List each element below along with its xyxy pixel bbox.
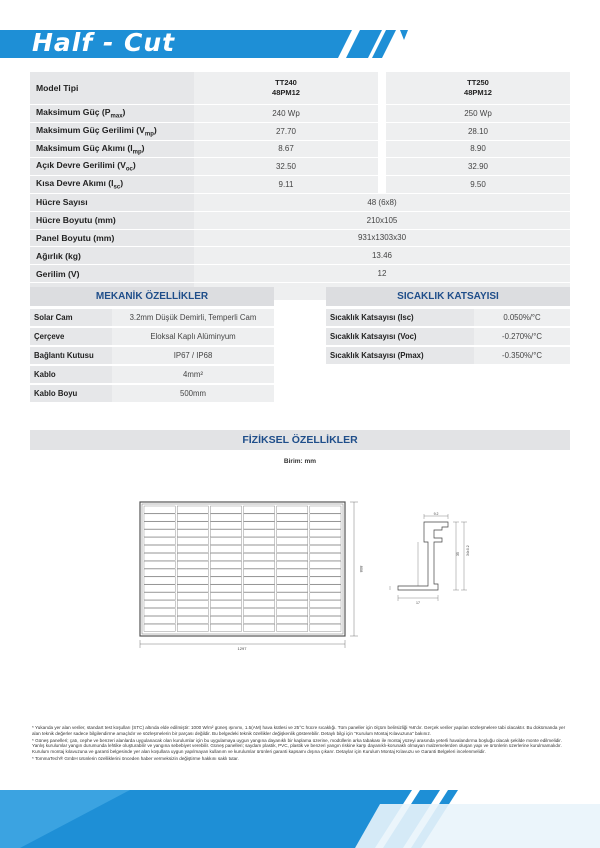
spec-row-label <box>30 176 194 193</box>
spec-label-text: Açık Devre Gerilimi <box>36 160 115 171</box>
panel-cell <box>210 585 241 592</box>
mechanical-label: Kablo <box>30 365 112 384</box>
spec-value: 13.46 <box>194 247 570 264</box>
panel-cell <box>177 585 208 592</box>
panel-cell <box>310 624 341 631</box>
panel-cell <box>144 553 175 560</box>
footnote: * Güneş panelleri; çatı, cephe ve benzeri alanlarda uygulanacak olan kurulumlar için bu uygulamaya uygun yangına dayanıklı bir kaplama üzerine, modüllerin arka tabakası ile montaj yüzeyi arasında yeterli havalandırma boşluğu olacak şekilde monte edilmelidir. Yanlış kurulumlar yangın durumunda lehtike oluşturabilir ve yangına sebebiyet verebilir. Güneş panelleri; saydam plastik, PVC, plastik ve benzeri yangın riskine karşı dayanıklı-korunaklı olmayan malzemelerden oluşan yapı ve ürünlerin üzerlerine kurulmamalıdır. Kurulum montaj kılavuzuna ve garanti belgesinde yer alan koşullara uygun yapılmayan kullanım ve kurulumlar ürünleri garanti kapsamı dışına çıkarır. Detaylar için Kurulum Montaj Kılavuzu ve Garanti Belgeleri incelenmelidir. <box>32 737 562 755</box>
panel-cell <box>210 553 241 560</box>
temperature-label: Sıcaklık Katsayısı (Isc) <box>326 309 474 327</box>
spec-row <box>30 105 570 122</box>
mechanical-value: 500mm <box>112 384 274 403</box>
panel-cell <box>244 569 275 576</box>
mechanical-value: 4mm² <box>112 365 274 384</box>
spec-row <box>30 158 570 175</box>
panel-cell <box>144 545 175 552</box>
spec-row <box>30 230 570 247</box>
spec-row-label: Panel Boyutu (mm) <box>30 230 194 247</box>
spec-label-text: Maksimum Güç <box>36 107 100 118</box>
panel-cell <box>244 593 275 600</box>
panel-cell <box>210 561 241 568</box>
panel-cell <box>177 608 208 615</box>
panel-cell <box>210 624 241 631</box>
mechanical-title: MEKANİK ÖZELLİKLER <box>30 287 274 306</box>
panel-cell <box>177 601 208 608</box>
spec-label-symbol: $(I_{mp})$ <box>125 142 145 156</box>
panel-cell <box>277 553 308 560</box>
panel-cell <box>177 522 208 529</box>
profile-dim-bottom: 17 <box>416 601 420 605</box>
panel-cell <box>210 593 241 600</box>
panel-cell <box>144 624 175 631</box>
panel-cell <box>277 608 308 615</box>
panel-cell <box>244 601 275 608</box>
spec-label-text: Kısa Devre Akımı <box>36 178 106 189</box>
panel-cell <box>277 545 308 552</box>
footnote: * Yukarıda yer alan veriler, standart test koşulları (STC) altında elde edilmiştir: 1000 W/m² güneş ışınımı, 1.5(AM) hava kütlesi ve 25°C hücre sıcaklığı. Tüm paneller için ölçüm belirsizliği %6'dır. Gerçek veriler yapılan sözleşmelere tabi olacaktır. Bu dokümanda yer alan teknik değerler sadece bilgilendirme amaçlıdır ve sözleşmelerin bir parçası değildir. Bu belgedeki teknik özellikler değişkenlik gösterebilir. Detaylı bilgi için "Kurulum Montaj Kılavuzuna" bakınız. <box>32 725 566 736</box>
temperature-label: Sıcaklık Katsayısı (Pmax) <box>326 346 474 365</box>
panel-cell <box>177 593 208 600</box>
panel-cell <box>310 601 341 608</box>
panel-drawing <box>130 494 370 654</box>
panel-cell <box>144 561 175 568</box>
spec-label-symbol: $(P_{max})$ <box>99 107 126 120</box>
panel-cell <box>210 569 241 576</box>
spec-value-2: 250 Wp <box>386 105 570 122</box>
panel-cell <box>244 553 275 560</box>
spec-label-text: Maksimum Güç Gerilimi <box>36 124 134 135</box>
model-2-code: 48PM12 <box>464 88 492 97</box>
panel-cell <box>277 577 308 584</box>
spec-row <box>30 141 570 158</box>
panel-cell <box>310 585 341 592</box>
mechanical-label: Bağlantı Kutusu <box>30 346 112 365</box>
mechanical-row <box>30 365 274 384</box>
panel-cell <box>177 569 208 576</box>
spec-label-symbol: $(V_{oc})$ <box>114 160 136 174</box>
spec-symbol: V <box>139 124 145 135</box>
panel-cell <box>277 585 308 592</box>
panel-cell <box>244 616 275 623</box>
spec-symbol: P <box>104 107 111 118</box>
panel-cell <box>144 585 175 592</box>
spec-row <box>30 212 570 229</box>
panel-cell <box>244 577 275 584</box>
panel-cell <box>144 530 175 537</box>
panel-cell <box>177 514 208 521</box>
spec-value: 12 <box>194 265 570 282</box>
panel-cell <box>244 624 275 631</box>
spec-symbol-sub: oc <box>125 167 133 174</box>
panel-cell <box>310 530 341 537</box>
mechanical-value: IP67 / IP68 <box>112 346 274 365</box>
panel-cell <box>177 577 208 584</box>
spec-label-text: Maksimum Güç Akımı <box>36 142 125 153</box>
mechanical-value: Eloksal Kaplı Alüminyum <box>112 327 274 346</box>
spec-symbol-sub: max <box>110 113 123 120</box>
panel-cell <box>210 601 241 608</box>
spec-value-2: 9.50 <box>386 176 570 193</box>
frame-profile-drawing <box>376 510 476 610</box>
mechanical-row <box>30 384 274 403</box>
panel-cell <box>144 593 175 600</box>
panel-cells <box>144 506 341 631</box>
spec-label-symbol: $(I_{sc})$ <box>105 178 124 191</box>
panel-cell <box>144 514 175 521</box>
temperature-value: 0.050%/°C <box>474 309 570 327</box>
temperature-value: -0.270%/°C <box>474 327 570 346</box>
temperature-row <box>326 327 570 346</box>
height-dimension: 808 <box>359 565 364 573</box>
panel-cell <box>310 616 341 623</box>
temperature-table <box>326 309 570 366</box>
footnote: * TommaTech® GmbH ürünlerin özelliklerini önceden haber vermeksizin değiştirme hakkını saklı tutar. <box>32 755 239 761</box>
mechanical-label: Çerçeve <box>30 327 112 346</box>
spec-row <box>30 194 570 211</box>
model-1 <box>194 72 378 104</box>
model-1-code: 48PM12 <box>272 88 300 97</box>
spec-row-label <box>30 123 194 140</box>
panel-cell <box>277 530 308 537</box>
mechanical-row <box>30 327 274 346</box>
panel-cell <box>244 608 275 615</box>
panel-cell <box>244 530 275 537</box>
profile-dim-side: 35 <box>456 552 460 556</box>
panel-cell <box>177 530 208 537</box>
spec-value: 48 (6x8) <box>194 194 570 211</box>
spec-symbol: I <box>130 142 133 153</box>
panel-cell <box>144 569 175 576</box>
mechanical-row <box>30 309 274 327</box>
panel-cell <box>177 561 208 568</box>
model-2 <box>386 72 570 104</box>
width-dimension: 1297 <box>237 646 247 651</box>
panel-cell <box>177 545 208 552</box>
panel-cell <box>310 561 341 568</box>
panel-cell <box>310 569 341 576</box>
spec-value-1: 9.11 <box>194 176 378 193</box>
panel-cell <box>210 506 241 513</box>
spec-table <box>30 72 570 301</box>
frame-profile-shape <box>398 522 448 590</box>
panel-cell <box>244 538 275 545</box>
panel-cell <box>277 538 308 545</box>
panel-cell <box>144 608 175 615</box>
spec-row-label: Hücre Boyutu (mm) <box>30 212 194 229</box>
panel-cell <box>310 506 341 513</box>
spec-value-1: 240 Wp <box>194 105 378 122</box>
temperature-row <box>326 309 570 327</box>
spec-row-label <box>30 158 194 175</box>
spec-symbol-sub: mp <box>132 149 142 156</box>
panel-cell <box>210 577 241 584</box>
model-1-name: TT240 <box>275 78 297 87</box>
panel-cell <box>177 616 208 623</box>
profile-dim-top: 9.2 <box>433 512 439 516</box>
spec-value: 931x1303x30 <box>194 230 570 247</box>
panel-cell <box>210 616 241 623</box>
panel-cell <box>277 514 308 521</box>
panel-cell <box>277 561 308 568</box>
panel-cell <box>210 530 241 537</box>
footer-banner <box>0 790 600 848</box>
mechanical-row <box>30 346 274 365</box>
panel-cell <box>144 538 175 545</box>
mechanical-label: Kablo Boyu <box>30 384 112 403</box>
spec-row <box>30 123 570 140</box>
panel-cell <box>310 608 341 615</box>
spec-value-1: 8.67 <box>194 141 378 158</box>
panel-cell <box>144 601 175 608</box>
spec-value-2: 8.90 <box>386 141 570 158</box>
panel-cell <box>210 538 241 545</box>
spec-row-label <box>30 141 194 158</box>
spec-value: 210x105 <box>194 212 570 229</box>
panel-cell <box>210 522 241 529</box>
spec-label-symbol: $(V_{mp})$ <box>133 124 157 138</box>
spec-symbol: V <box>120 160 126 171</box>
model-2-name: TT250 <box>467 78 489 87</box>
spec-symbol-sub: mp <box>144 131 154 138</box>
unit-label: Birim: mm <box>283 458 317 465</box>
panel-cell <box>310 514 341 521</box>
panel-cell <box>244 522 275 529</box>
spec-row-label <box>30 105 194 122</box>
spec-value-2: 28.10 <box>386 123 570 140</box>
panel-cell <box>310 577 341 584</box>
panel-cell <box>144 577 175 584</box>
panel-cell <box>177 538 208 545</box>
spec-header-row <box>30 72 570 104</box>
footnotes <box>32 725 568 763</box>
panel-cell <box>177 624 208 631</box>
panel-cell <box>244 561 275 568</box>
panel-cell <box>310 522 341 529</box>
spec-value-1: 27.70 <box>194 123 378 140</box>
panel-cell <box>277 624 308 631</box>
spec-row <box>30 176 570 193</box>
temperature-value: -0.350%/°C <box>474 346 570 365</box>
panel-cell <box>144 616 175 623</box>
panel-cell <box>210 545 241 552</box>
temperature-title: SICAKLIK KATSAYISI <box>326 287 570 306</box>
panel-cell <box>310 545 341 552</box>
panel-cell <box>210 514 241 521</box>
profile-dim-total: 34±0.2 <box>466 545 470 556</box>
temperature-label: Sıcaklık Katsayısı (Voc) <box>326 327 474 346</box>
panel-cell <box>244 514 275 521</box>
spec-row <box>30 265 570 282</box>
spec-row <box>30 247 570 264</box>
panel-cell <box>244 545 275 552</box>
panel-cell <box>244 506 275 513</box>
panel-cell <box>277 569 308 576</box>
spec-row-label: Hücre Sayısı <box>30 194 194 211</box>
model-type-label: Model Tipi <box>30 72 194 104</box>
panel-cell <box>277 522 308 529</box>
panel-cell <box>310 593 341 600</box>
spec-symbol-sub: sc <box>113 184 121 191</box>
physical-title: FİZİKSEL ÖZELLİKLER <box>30 430 570 450</box>
spec-symbol: I <box>111 178 114 189</box>
mechanical-table <box>30 309 274 404</box>
spec-value-2: 32.90 <box>386 158 570 175</box>
panel-cell <box>277 593 308 600</box>
panel-cell <box>277 601 308 608</box>
panel-cell <box>277 616 308 623</box>
mechanical-label: Solar Cam <box>30 309 112 327</box>
panel-cell <box>177 506 208 513</box>
panel-cell <box>144 522 175 529</box>
spec-value-1: 32.50 <box>194 158 378 175</box>
mechanical-value: 3.2mm Düşük Demirli, Temperli Cam <box>112 309 274 327</box>
spec-row-label: Gerilim (V) <box>30 265 194 282</box>
panel-cell <box>277 506 308 513</box>
panel-cell <box>210 608 241 615</box>
panel-cell <box>144 506 175 513</box>
header-title: Half - Cut <box>32 28 176 57</box>
panel-cell <box>244 585 275 592</box>
temperature-row <box>326 346 570 365</box>
panel-cell <box>310 538 341 545</box>
spec-row-label: Ağırlık (kg) <box>30 247 194 264</box>
panel-cell <box>310 553 341 560</box>
panel-cell <box>177 553 208 560</box>
